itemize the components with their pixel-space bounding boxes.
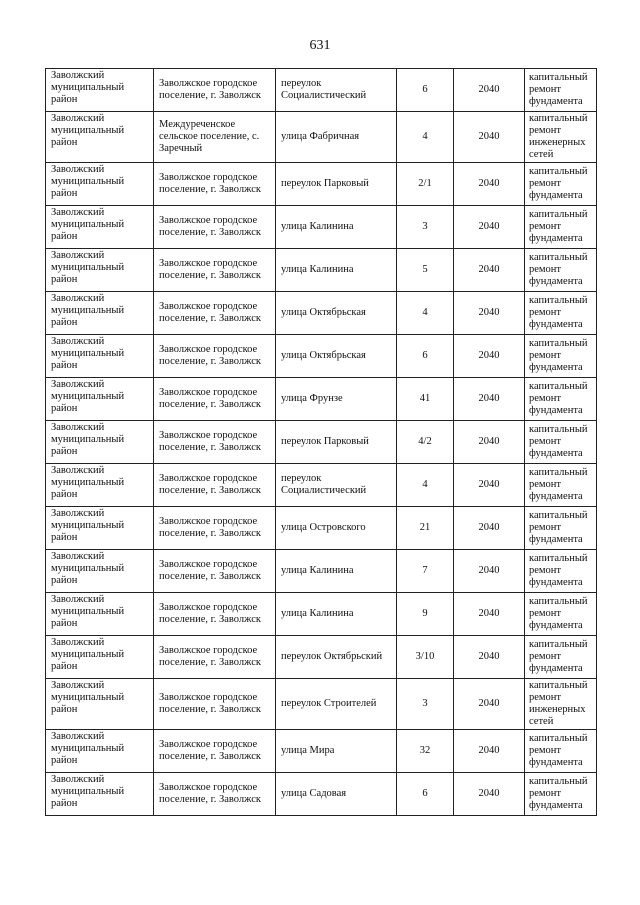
year-cell: 2040 — [454, 464, 525, 507]
street-cell: улица Калинина — [276, 593, 397, 636]
page-number: 631 — [309, 38, 331, 53]
district-cell: Заволжский муниципальный район — [46, 292, 154, 335]
year-cell: 2040 — [454, 636, 525, 679]
table-row — [46, 69, 597, 112]
year-cell: 2040 — [454, 112, 525, 163]
work-type-cell: капитальный ремонт фундамента — [525, 163, 597, 206]
district-cell: Заволжский муниципальный район — [46, 378, 154, 421]
work-type-cell: капитальный ремонт фундамента — [525, 593, 597, 636]
street-cell: переулок Парковый — [276, 421, 397, 464]
year-cell: 2040 — [454, 679, 525, 730]
house-number-cell: 4 — [397, 112, 454, 163]
settlement-cell: Заволжское городское поселение, г. Заволжск — [154, 421, 276, 464]
street-cell: переулок Строителей — [276, 679, 397, 730]
table-row — [46, 464, 597, 507]
settlement-cell: Заволжское городское поселение, г. Заволжск — [154, 249, 276, 292]
house-number-cell: 6 — [397, 773, 454, 816]
house-number-cell: 3 — [397, 206, 454, 249]
settlement-cell: Заволжское городское поселение, г. Заволжск — [154, 679, 276, 730]
year-cell: 2040 — [454, 593, 525, 636]
year-cell: 2040 — [454, 421, 525, 464]
house-number-cell: 9 — [397, 593, 454, 636]
work-type-cell: капитальный ремонт фундамента — [525, 249, 597, 292]
table-row — [46, 773, 597, 816]
street-cell: переулок Социалистический — [276, 69, 397, 112]
district-cell: Заволжский муниципальный район — [46, 773, 154, 816]
table-row — [46, 335, 597, 378]
street-cell: переулок Октябрьский — [276, 636, 397, 679]
table-row — [46, 593, 597, 636]
settlement-cell: Заволжское городское поселение, г. Заволжск — [154, 636, 276, 679]
street-cell: улица Октябрьская — [276, 292, 397, 335]
work-type-cell: капитальный ремонт фундамента — [525, 464, 597, 507]
year-cell: 2040 — [454, 378, 525, 421]
street-cell: улица Фрунзе — [276, 378, 397, 421]
work-type-cell: капитальный ремонт фундамента — [525, 378, 597, 421]
year-cell: 2040 — [454, 206, 525, 249]
district-cell: Заволжский муниципальный район — [46, 249, 154, 292]
house-number-cell: 7 — [397, 550, 454, 593]
year-cell: 2040 — [454, 335, 525, 378]
street-cell: улица Калинина — [276, 206, 397, 249]
year-cell: 2040 — [454, 69, 525, 112]
work-type-cell: капитальный ремонт фундамента — [525, 292, 597, 335]
table-body — [46, 69, 597, 816]
table-row — [46, 249, 597, 292]
settlement-cell: Заволжское городское поселение, г. Заволжск — [154, 378, 276, 421]
house-number-cell: 4 — [397, 292, 454, 335]
street-cell: улица Калинина — [276, 550, 397, 593]
district-cell: Заволжский муниципальный район — [46, 112, 154, 163]
settlement-cell: Заволжское городское поселение, г. Заволжск — [154, 773, 276, 816]
settlement-cell: Заволжское городское поселение, г. Заволжск — [154, 507, 276, 550]
street-cell: улица Мира — [276, 730, 397, 773]
district-cell: Заволжский муниципальный район — [46, 636, 154, 679]
work-type-cell: капитальный ремонт инженерных сетей — [525, 112, 597, 163]
table-row — [46, 378, 597, 421]
district-cell: Заволжский муниципальный район — [46, 730, 154, 773]
district-cell: Заволжский муниципальный район — [46, 335, 154, 378]
table-row — [46, 679, 597, 730]
table-row — [46, 550, 597, 593]
work-type-cell: капитальный ремонт фундамента — [525, 773, 597, 816]
work-type-cell: капитальный ремонт фундамента — [525, 550, 597, 593]
house-number-cell: 3 — [397, 679, 454, 730]
table-row — [46, 636, 597, 679]
district-cell: Заволжский муниципальный район — [46, 507, 154, 550]
street-cell: улица Фабричная — [276, 112, 397, 163]
house-number-cell: 5 — [397, 249, 454, 292]
house-number-cell: 32 — [397, 730, 454, 773]
settlement-cell: Заволжское городское поселение, г. Заволжск — [154, 730, 276, 773]
work-type-cell: капитальный ремонт фундамента — [525, 730, 597, 773]
street-cell: улица Калинина — [276, 249, 397, 292]
work-type-cell: капитальный ремонт фундамента — [525, 335, 597, 378]
work-type-cell: капитальный ремонт инженерных сетей — [525, 679, 597, 730]
settlement-cell: Заволжское городское поселение, г. Заволжск — [154, 335, 276, 378]
work-type-cell: капитальный ремонт фундамента — [525, 421, 597, 464]
house-number-cell: 2/1 — [397, 163, 454, 206]
settlement-cell: Заволжское городское поселение, г. Заволжск — [154, 550, 276, 593]
district-cell: Заволжский муниципальный район — [46, 679, 154, 730]
street-cell: улица Островского — [276, 507, 397, 550]
settlement-cell: Заволжское городское поселение, г. Заволжск — [154, 464, 276, 507]
table-row — [46, 112, 597, 163]
year-cell: 2040 — [454, 730, 525, 773]
street-cell: улица Октябрьская — [276, 335, 397, 378]
house-number-cell: 21 — [397, 507, 454, 550]
house-number-cell: 6 — [397, 69, 454, 112]
street-cell: переулок Социалистический — [276, 464, 397, 507]
district-cell: Заволжский муниципальный район — [46, 550, 154, 593]
table-row — [46, 421, 597, 464]
work-type-cell: капитальный ремонт фундамента — [525, 507, 597, 550]
house-number-cell: 6 — [397, 335, 454, 378]
district-cell: Заволжский муниципальный район — [46, 593, 154, 636]
year-cell: 2040 — [454, 550, 525, 593]
year-cell: 2040 — [454, 773, 525, 816]
year-cell: 2040 — [454, 249, 525, 292]
year-cell: 2040 — [454, 163, 525, 206]
table-row — [46, 206, 597, 249]
table-row — [46, 292, 597, 335]
settlement-cell: Заволжское городское поселение, г. Заволжск — [154, 593, 276, 636]
street-cell: улица Садовая — [276, 773, 397, 816]
work-type-cell: капитальный ремонт фундамента — [525, 636, 597, 679]
work-type-cell: капитальный ремонт фундамента — [525, 69, 597, 112]
year-cell: 2040 — [454, 292, 525, 335]
house-number-cell: 4 — [397, 464, 454, 507]
repair-schedule-table — [45, 68, 597, 816]
district-cell: Заволжский муниципальный район — [46, 69, 154, 112]
street-cell: переулок Парковый — [276, 163, 397, 206]
settlement-cell: Заволжское городское поселение, г. Заволжск — [154, 163, 276, 206]
settlement-cell: Заволжское городское поселение, г. Заволжск — [154, 206, 276, 249]
table-row — [46, 507, 597, 550]
year-cell: 2040 — [454, 507, 525, 550]
district-cell: Заволжский муниципальный район — [46, 421, 154, 464]
settlement-cell: Междуреченское сельское поселение, с. Заречный — [154, 112, 276, 163]
district-cell: Заволжский муниципальный район — [46, 163, 154, 206]
district-cell: Заволжский муниципальный район — [46, 206, 154, 249]
settlement-cell: Заволжское городское поселение, г. Заволжск — [154, 292, 276, 335]
district-cell: Заволжский муниципальный район — [46, 464, 154, 507]
house-number-cell: 3/10 — [397, 636, 454, 679]
settlement-cell: Заволжское городское поселение, г. Заволжск — [154, 69, 276, 112]
table-row — [46, 730, 597, 773]
house-number-cell: 4/2 — [397, 421, 454, 464]
work-type-cell: капитальный ремонт фундамента — [525, 206, 597, 249]
table-row — [46, 163, 597, 206]
house-number-cell: 41 — [397, 378, 454, 421]
